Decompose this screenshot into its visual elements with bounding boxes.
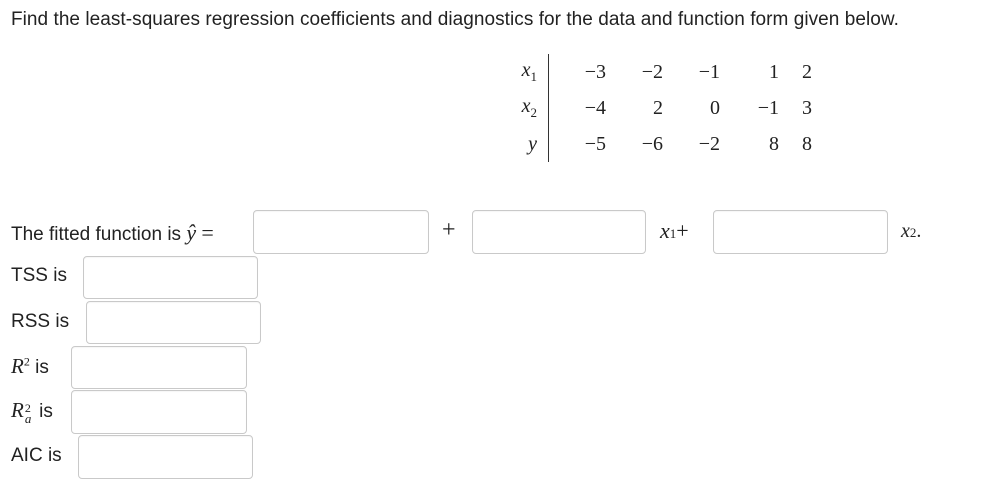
- table-cell: 2: [653, 96, 663, 119]
- row-label-x1: $x_1$: [490, 54, 549, 90]
- table-cell: −6: [641, 132, 663, 155]
- table-row-y: [490, 126, 812, 162]
- equals-sign: =: [201, 220, 214, 245]
- rss-label: RSS is: [11, 311, 70, 332]
- table-cell: −2: [698, 132, 720, 155]
- table-cell: −1: [698, 60, 720, 83]
- coef-x1-input[interactable]: [472, 210, 646, 254]
- aic-input[interactable]: [78, 435, 253, 479]
- rss-input[interactable]: [86, 301, 261, 344]
- tss-input[interactable]: [83, 256, 258, 299]
- intercept-input[interactable]: [253, 210, 429, 254]
- coef-x2-input[interactable]: [713, 210, 888, 254]
- y-hat-symbol: ŷ: [186, 220, 197, 245]
- table-cell: −3: [584, 60, 606, 83]
- table-row-x1: [490, 54, 812, 90]
- data-table: [490, 54, 812, 162]
- table-cell: −5: [584, 132, 606, 155]
- tss-label: TSS is: [11, 265, 67, 286]
- adjusted-r-squared-input[interactable]: [71, 390, 247, 434]
- r-squared-input[interactable]: [71, 346, 247, 389]
- table-cell: 8: [802, 132, 812, 155]
- x2-term: x2.: [901, 220, 922, 242]
- plus-sign: +: [442, 217, 456, 243]
- adjusted-r-squared-label: R 2 a is: [11, 398, 53, 426]
- table-cell: 0: [710, 96, 720, 119]
- row-label-y: y: [490, 126, 549, 162]
- table-cell: 1: [769, 60, 779, 83]
- table-cell: −4: [584, 96, 606, 119]
- table-row-x2: [490, 90, 812, 126]
- aic-label: AIC is: [11, 445, 62, 466]
- fitted-function-label: The fitted function is ŷ =: [11, 220, 214, 245]
- table-cell: −1: [757, 96, 779, 119]
- r-squared-label: $R^2$ is: [11, 354, 49, 378]
- table-cell: 8: [769, 132, 779, 155]
- row-label-x2: $x_2$: [490, 90, 549, 126]
- problem-prompt: Find the least-squares regression coefficients and diagnostics for the data and function form given below.: [11, 9, 899, 30]
- table-cell: −2: [641, 60, 663, 83]
- table-cell: 2: [802, 60, 812, 83]
- table-cell: 3: [802, 96, 812, 119]
- x1-term: x1+: [660, 218, 689, 243]
